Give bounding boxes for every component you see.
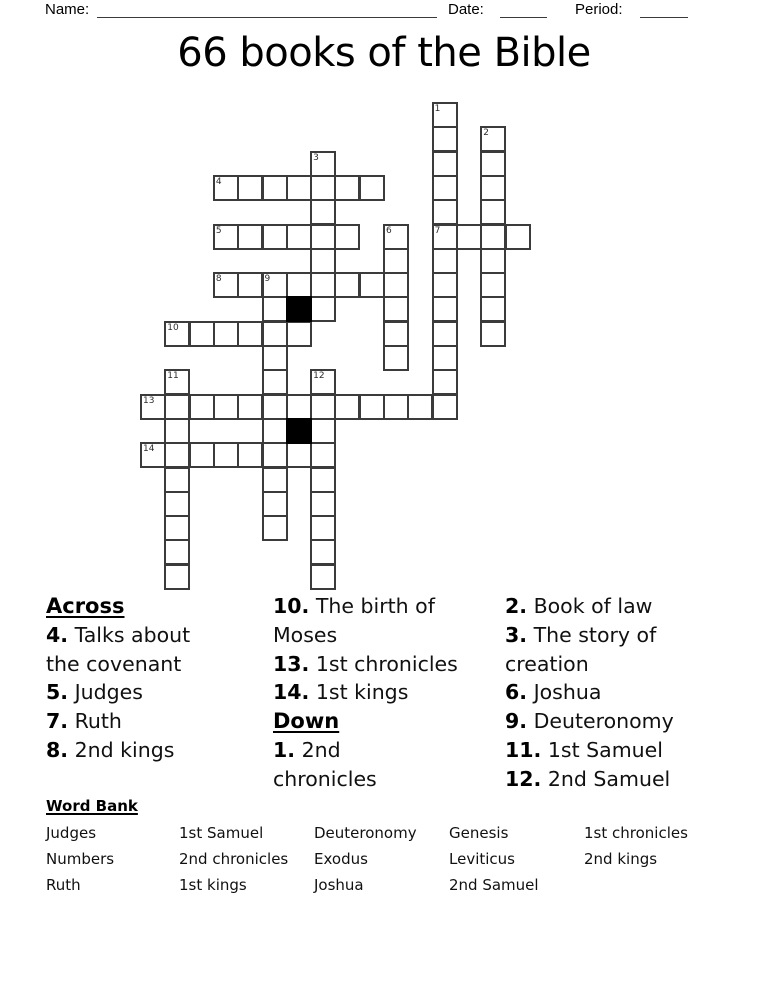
word-bank-column-3 — [314, 820, 417, 899]
grid-cell-r19c1[interactable] — [164, 564, 190, 590]
clue-line: creation — [505, 651, 589, 676]
word-bank-column-1 — [46, 820, 114, 899]
period-blank-line[interactable] — [640, 16, 688, 18]
grid-cell-r16c7[interactable] — [310, 491, 336, 517]
clue-number: 11. — [505, 737, 542, 762]
clue-number: 3. — [505, 622, 528, 647]
grid-cell-r14c4[interactable] — [237, 442, 263, 468]
clue-column-middle — [273, 592, 501, 794]
cell-number-1: 1 — [434, 104, 441, 114]
grid-cell-r0c12[interactable] — [432, 102, 458, 128]
clue-number: 13. — [273, 651, 310, 676]
clue-line: 5. Judges — [46, 680, 143, 705]
clue-line: 10. The birth of — [273, 594, 435, 618]
grid-cell-r17c5[interactable] — [262, 515, 288, 541]
clue-line: 3. The story of — [505, 622, 657, 647]
cell-number-12: 12 — [313, 371, 325, 382]
grid-cell-r12c6[interactable] — [286, 394, 312, 420]
grid-cell-r12c2[interactable] — [189, 394, 215, 420]
grid-cell-r12c7[interactable] — [310, 394, 336, 420]
grid-cell-r17c7[interactable] — [310, 515, 336, 541]
grid-cell-r9c10[interactable] — [383, 321, 409, 347]
grid-cell-r3c7[interactable] — [310, 175, 336, 201]
grid-cell-r12c4[interactable] — [237, 394, 263, 420]
word-bank-item: Leviticus — [449, 850, 515, 869]
clue-4 — [46, 621, 266, 679]
word-bank-item: Numbers — [46, 850, 115, 869]
grid-cell-r4c12[interactable] — [432, 199, 458, 225]
grid-cell-r9c2[interactable] — [189, 321, 215, 347]
grid-cell-r5c10[interactable] — [383, 224, 409, 250]
grid-cell-r3c3[interactable] — [213, 175, 239, 201]
grid-cell-r9c5[interactable] — [262, 321, 288, 347]
grid-cell-r5c5[interactable] — [262, 224, 288, 250]
grid-cell-r15c1[interactable] — [164, 467, 190, 493]
clue-number: 14. — [273, 680, 310, 705]
grid-cell-r5c4[interactable] — [237, 224, 263, 250]
grid-cell-r8c12[interactable] — [432, 296, 458, 322]
grid-cell-r9c3[interactable] — [213, 321, 239, 347]
clue-number: 4. — [46, 622, 69, 647]
page-title: 66 books of the Bible — [177, 30, 591, 76]
grid-cell-r12c0[interactable] — [140, 394, 166, 420]
word-bank-heading: Word Bank — [46, 797, 138, 815]
clue-14 — [273, 678, 501, 707]
clue-line: 8. 2nd kings — [46, 737, 175, 762]
grid-cell-r19c7[interactable] — [310, 564, 336, 590]
word-bank-item: 2nd kings — [584, 850, 658, 869]
grid-cell-r2c14[interactable] — [480, 151, 506, 177]
grid-cell-r6c14[interactable] — [480, 248, 506, 274]
grid-cell-r14c0[interactable] — [140, 442, 166, 468]
clue-10 — [273, 592, 501, 650]
cell-number-14: 14 — [143, 444, 155, 455]
name-blank-line[interactable] — [97, 16, 437, 18]
grid-cell-r7c9[interactable] — [359, 272, 385, 298]
grid-cell-r12c1[interactable] — [164, 394, 190, 420]
cell-number-10: 10 — [167, 322, 179, 333]
grid-cell-r18c7[interactable] — [310, 539, 336, 565]
name-label: Name: — [45, 1, 90, 18]
cell-number-5: 5 — [215, 225, 222, 236]
grid-cell-r7c4[interactable] — [237, 272, 263, 298]
cell-number-6: 6 — [386, 225, 392, 236]
clue-9 — [505, 707, 760, 736]
grid-cell-r5c3[interactable] — [213, 224, 239, 250]
clue-line: the covenant — [46, 651, 182, 676]
grid-cell-r16c1[interactable] — [164, 491, 190, 517]
clue-line: 11. 1st Samuel — [505, 737, 663, 762]
cell-number-4: 4 — [215, 176, 222, 187]
grid-cell-r2c7[interactable] — [310, 151, 336, 177]
grid-cell-r5c12[interactable] — [432, 224, 458, 250]
period-label: Period: — [575, 1, 623, 18]
grid-cell-r4c7[interactable] — [310, 199, 336, 225]
grid-cell-r8c5[interactable] — [262, 296, 288, 322]
word-bank-item: Joshua — [314, 876, 364, 895]
word-bank-item: Genesis — [449, 824, 509, 842]
grid-cell-r15c5[interactable] — [262, 467, 288, 493]
grid-cell-r5c6[interactable] — [286, 224, 312, 250]
grid-cell-r9c14[interactable] — [480, 321, 506, 347]
grid-cell-r14c5[interactable] — [262, 442, 288, 468]
clue-12 — [505, 765, 760, 794]
grid-cell-r12c3[interactable] — [213, 394, 239, 420]
grid-cell-r12c5[interactable] — [262, 394, 288, 420]
date-label: Date: — [448, 1, 484, 18]
grid-cell-r7c7[interactable] — [310, 272, 336, 298]
clue-13 — [273, 650, 501, 679]
clue-6 — [505, 678, 760, 707]
grid-cell-r5c15[interactable] — [505, 224, 531, 250]
grid-cell-r4c14[interactable] — [480, 199, 506, 225]
word-bank-item: Deuteronomy — [314, 824, 417, 842]
clue-8 — [46, 736, 266, 765]
grid-cell-r12c11[interactable] — [407, 394, 433, 420]
cell-number-13: 13 — [143, 395, 155, 406]
clue-number: 9. — [505, 709, 528, 734]
grid-cell-r14c7[interactable] — [310, 442, 336, 468]
clue-line: 1. 2nd — [273, 737, 341, 762]
grid-cell-r8c10[interactable] — [383, 296, 409, 322]
word-bank-item: Judges — [46, 824, 97, 842]
clue-number: 10. — [273, 594, 310, 618]
word-bank-item: 1st kings — [179, 876, 247, 895]
clue-line: 6. Joshua — [505, 680, 602, 705]
grid-cell-r13c5[interactable] — [262, 418, 288, 444]
grid-cell-r5c8[interactable] — [334, 224, 360, 250]
grid-cell-r6c10[interactable] — [383, 248, 409, 274]
grid-cell-r5c13[interactable] — [456, 224, 482, 250]
clue-number: 6. — [505, 680, 528, 705]
cell-number-9: 9 — [264, 274, 271, 285]
grid-cell-r8c7[interactable] — [310, 296, 336, 322]
grid-cell-r10c10[interactable] — [383, 345, 409, 371]
word-bank-item: 1st Samuel — [179, 824, 264, 842]
grid-cell-r7c8[interactable] — [334, 272, 360, 298]
grid-cell-r7c12[interactable] — [432, 272, 458, 298]
clue-11 — [505, 736, 760, 765]
grid-cell-r7c6[interactable] — [286, 272, 312, 298]
grid-cell-r14c1[interactable] — [164, 442, 190, 468]
grid-cell-r7c5[interactable] — [262, 272, 288, 298]
grid-cell-r3c9[interactable] — [359, 175, 385, 201]
grid-cell-r10c12[interactable] — [432, 345, 458, 371]
clue-number: 5. — [46, 680, 69, 705]
word-bank-item: 2nd Samuel — [449, 876, 539, 895]
grid-cell-r11c12[interactable] — [432, 369, 458, 395]
cell-number-11: 11 — [167, 371, 179, 382]
clue-2 — [505, 592, 760, 621]
grid-cell-r6c7[interactable] — [310, 248, 336, 274]
clue-number: 1. — [273, 737, 296, 762]
grid-cell-r7c14[interactable] — [480, 272, 506, 298]
grid-cell-r3c6[interactable] — [286, 175, 312, 201]
grid-cell-r5c14[interactable] — [480, 224, 506, 250]
grid-cell-r9c12[interactable] — [432, 321, 458, 347]
clue-5 — [46, 678, 266, 707]
clue-line: 12. 2nd Samuel — [505, 766, 671, 791]
clue-7 — [46, 707, 266, 736]
clue-line: chronicles — [273, 766, 377, 791]
clue-line: 9. Deuteronomy — [505, 709, 674, 734]
word-bank-item: Ruth — [46, 876, 81, 895]
clue-line: 4. Talks about — [46, 622, 191, 647]
cell-number-8: 8 — [215, 274, 222, 285]
grid-cell-r13c1[interactable] — [164, 418, 190, 444]
grid-cell-r9c4[interactable] — [237, 321, 263, 347]
grid-cell-r7c3[interactable] — [213, 272, 239, 298]
cell-number-7: 7 — [434, 225, 441, 236]
grid-cell-r14c3[interactable] — [213, 442, 239, 468]
clue-line: 7. Ruth — [46, 709, 122, 734]
word-bank-item: 2nd chronicles — [179, 850, 289, 869]
grid-cell-r9c6[interactable] — [286, 321, 312, 347]
grid-cell-r14c6[interactable] — [286, 442, 312, 468]
grid-cell-r2c12[interactable] — [432, 151, 458, 177]
grid-cell-r7c10[interactable] — [383, 272, 409, 298]
clue-line: 2. Book of law — [505, 594, 653, 618]
grid-cell-r10c5[interactable] — [262, 345, 288, 371]
grid-cell-r5c7[interactable] — [310, 224, 336, 250]
date-blank-line[interactable] — [500, 16, 547, 18]
grid-cell-r14c2[interactable] — [189, 442, 215, 468]
clue-number: 8. — [46, 737, 69, 762]
word-bank-item: Exodus — [314, 850, 368, 869]
grid-cell-r16c5[interactable] — [262, 491, 288, 517]
grid-cell-r17c1[interactable] — [164, 515, 190, 541]
clue-line: 14. 1st kings — [273, 680, 409, 705]
clue-line: Moses — [273, 622, 338, 647]
grid-cell-r3c4[interactable] — [237, 175, 263, 201]
clue-number: 2. — [505, 594, 528, 618]
black-cell — [286, 296, 312, 322]
word-bank-column-4 — [449, 820, 539, 899]
cell-number-3: 3 — [313, 152, 319, 163]
clue-heading-across: Across — [46, 594, 125, 618]
grid-cell-r9c1[interactable] — [164, 321, 190, 347]
clue-3 — [505, 621, 760, 679]
grid-cell-r12c12[interactable] — [432, 394, 458, 420]
cell-number-2: 2 — [483, 128, 489, 139]
grid-cell-r18c1[interactable] — [164, 539, 190, 565]
black-cell — [286, 418, 312, 444]
grid-cell-r12c10[interactable] — [383, 394, 409, 420]
grid-cell-r12c9[interactable] — [359, 394, 385, 420]
grid-cell-r11c1[interactable] — [164, 369, 190, 395]
word-bank-item: 1st chronicles — [584, 824, 688, 842]
grid-cell-r11c5[interactable] — [262, 369, 288, 395]
grid-cell-r3c5[interactable] — [262, 175, 288, 201]
clue-number: 12. — [505, 766, 542, 791]
grid-cell-r3c14[interactable] — [480, 175, 506, 201]
grid-cell-r8c14[interactable] — [480, 296, 506, 322]
clue-1 — [273, 736, 501, 794]
word-bank-column-5 — [584, 820, 688, 872]
word-bank-column-2 — [179, 820, 288, 899]
grid-cell-r13c7[interactable] — [310, 418, 336, 444]
clue-number: 7. — [46, 709, 69, 734]
grid-cell-r1c14[interactable] — [480, 126, 506, 152]
grid-cell-r15c7[interactable] — [310, 467, 336, 493]
clue-line: 13. 1st chronicles — [273, 651, 458, 676]
grid-cell-r6c12[interactable] — [432, 248, 458, 274]
clue-column-left — [46, 592, 266, 765]
grid-cell-r1c12[interactable] — [432, 126, 458, 152]
clue-column-right — [505, 592, 760, 794]
grid-cell-r12c8[interactable] — [334, 394, 360, 420]
grid-cell-r11c7[interactable] — [310, 369, 336, 395]
grid-cell-r3c8[interactable] — [334, 175, 360, 201]
clue-heading-down: Down — [273, 709, 340, 734]
grid-cell-r3c12[interactable] — [432, 175, 458, 201]
